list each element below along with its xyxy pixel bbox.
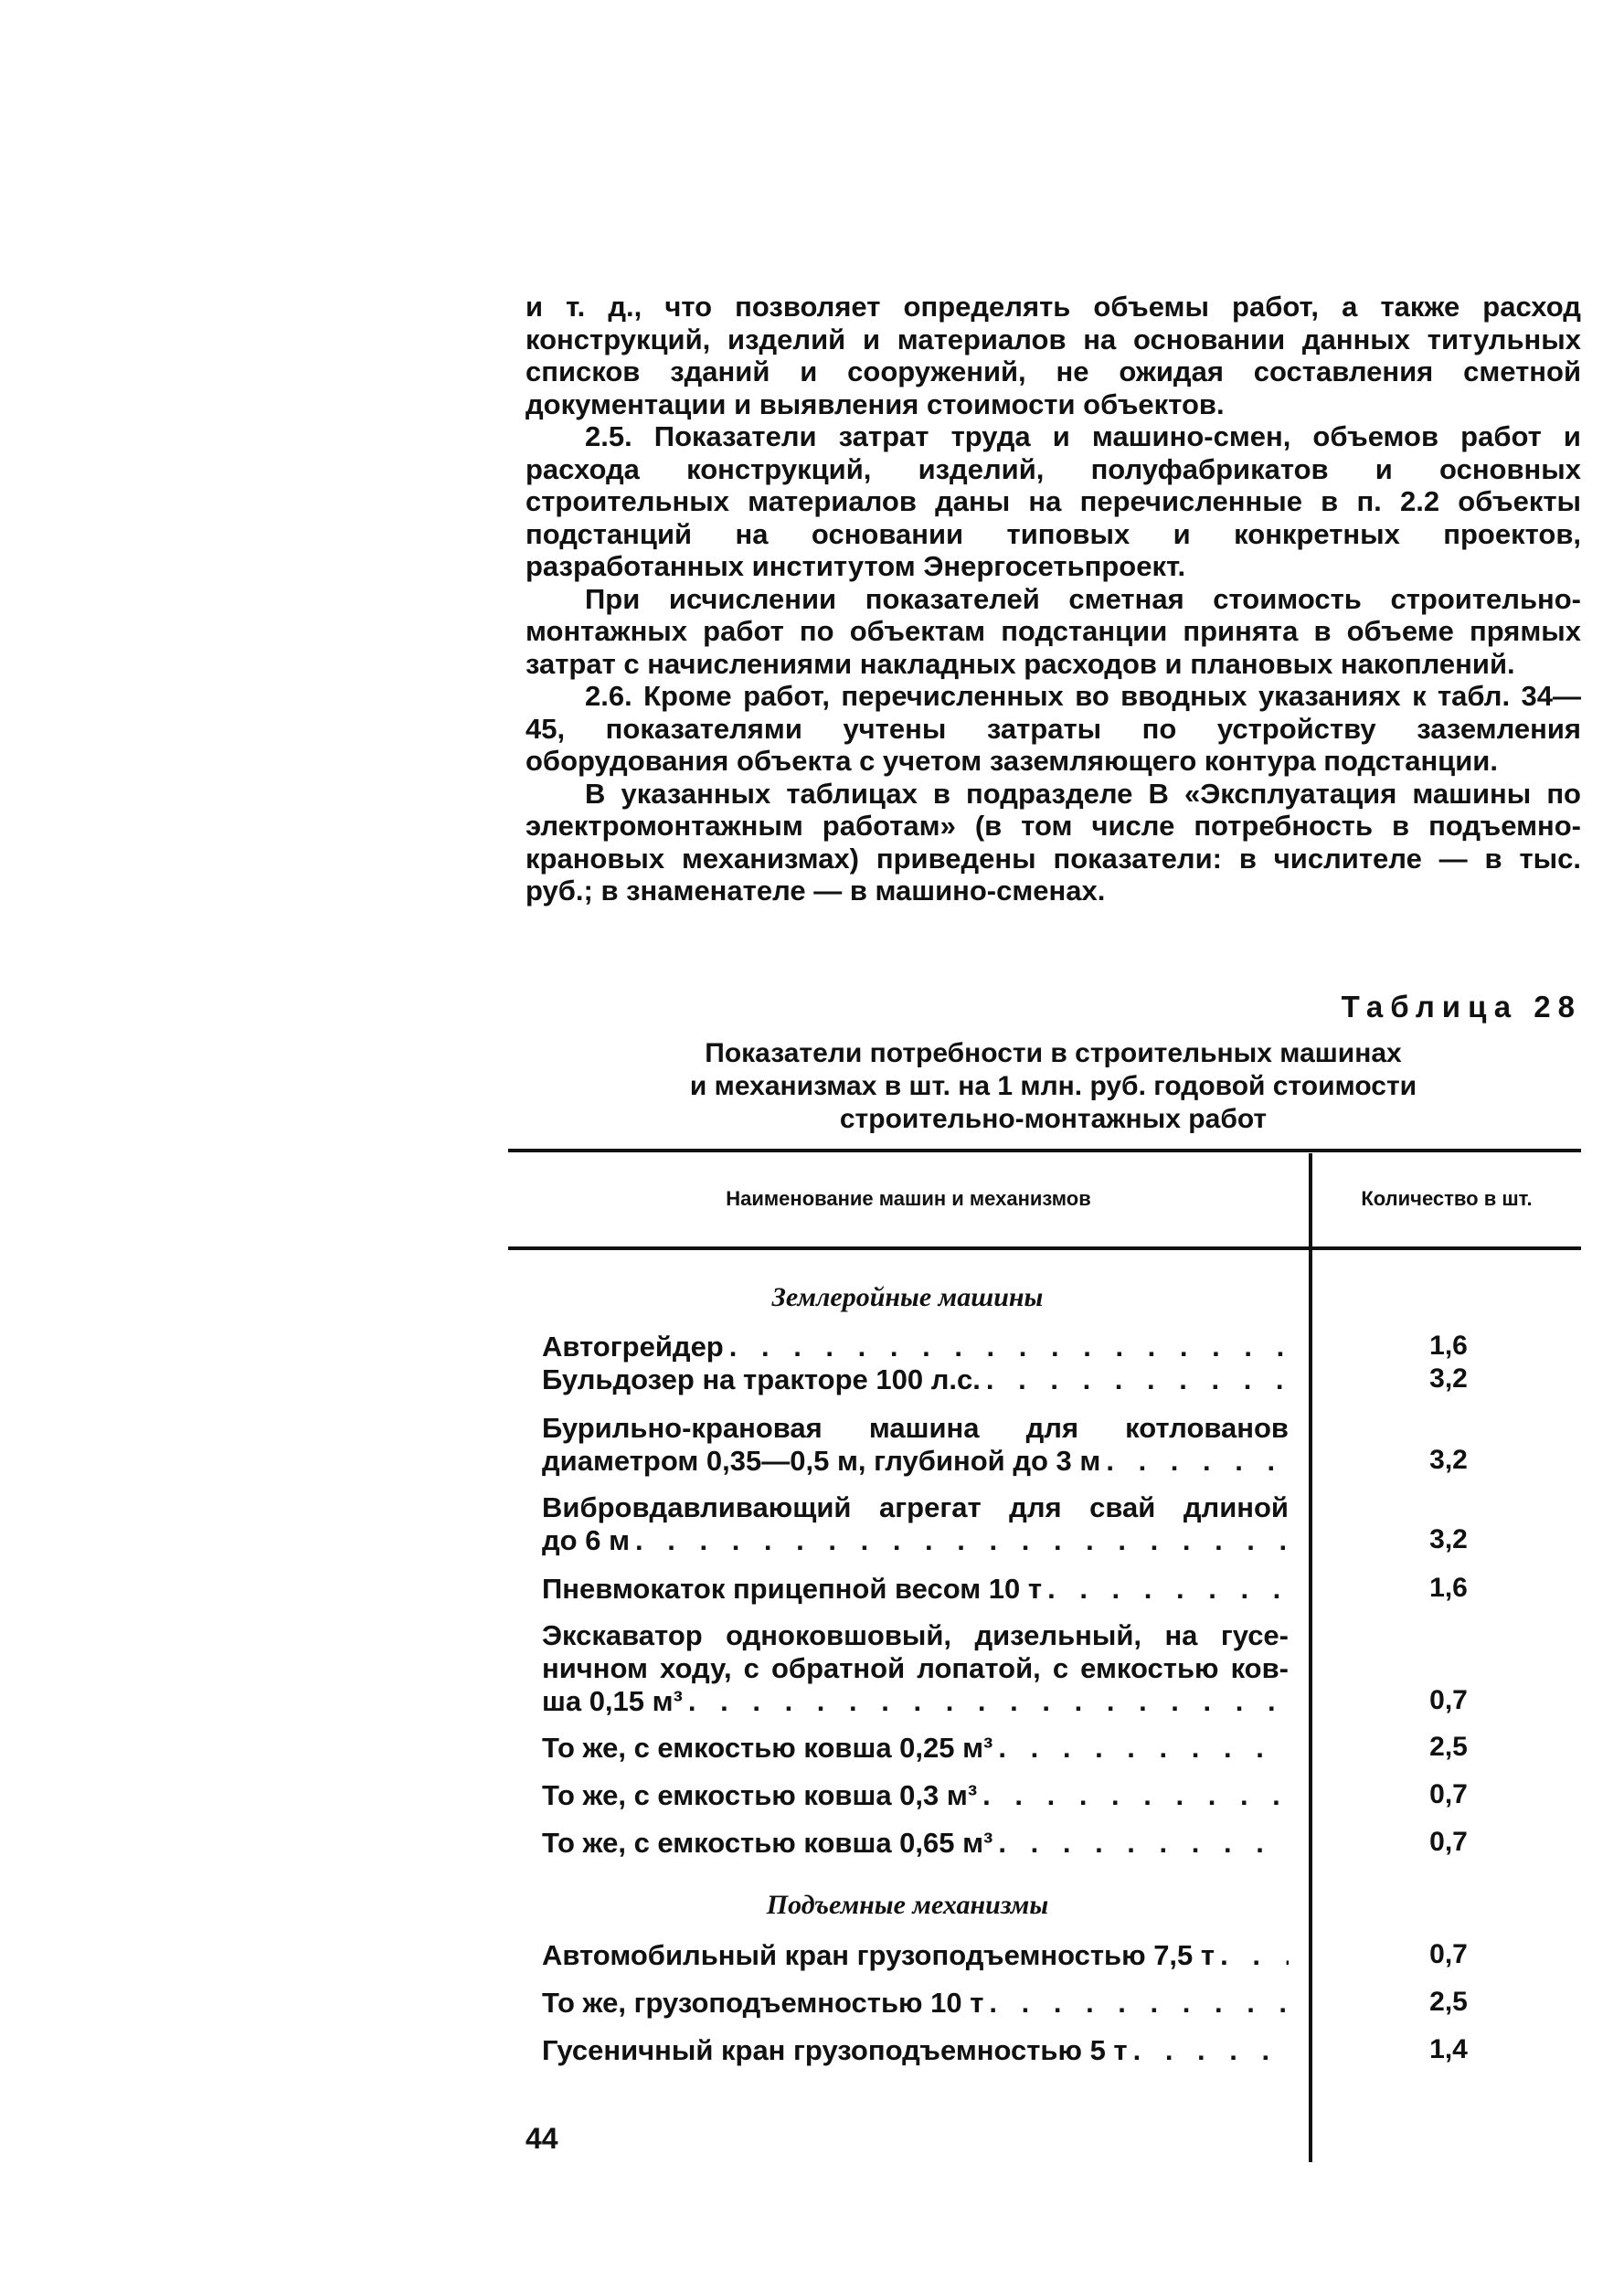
column-header-name: Наименование машин и механизмов <box>726 1187 1091 1210</box>
dot-leader <box>1215 1939 1289 1972</box>
row-text: ша 0,15 м³ <box>542 1685 683 1717</box>
row-text: То же, грузоподъемностью 10 т <box>542 1987 984 2019</box>
row-text: Бурильно-крановая машина для котлованов <box>542 1412 1289 1444</box>
row-text: Вибровдавливающий агрегат для свай длиной <box>542 1491 1289 1523</box>
row-text: диаметром 0,35—0,5 м, глубиной до 3 м <box>542 1445 1101 1477</box>
paragraph-1: и т. д., что позволяет определять объемы работ, а также расход конструкций, изделий и материалов на основании данных титульных списков зданий и сооружений, не ожидая составления сметной документации и выявления стоимости объектов. <box>525 291 1581 420</box>
paragraph-3: При исчислении показателей сметная стоимость строительно-монтажных работ по объектам подстанции принята в объеме прямых затрат с начислениями накладных расходов и плановых накоплений. <box>525 582 1581 680</box>
dot-leader <box>977 1779 1289 1812</box>
row-text: Гусеничный кран грузоподъемностью 5 т <box>542 2034 1128 2066</box>
dot-leader <box>683 1685 1289 1718</box>
row-quantity: 0,7 <box>1429 1827 1468 1857</box>
table-row <box>542 1412 1289 1478</box>
dot-leader <box>992 1732 1289 1765</box>
row-quantity: 0,7 <box>1429 1685 1468 1715</box>
row-quantity: 1,6 <box>1429 1573 1468 1603</box>
column-header-quantity: Количество в шт. <box>1361 1187 1533 1210</box>
row-quantity: 3,2 <box>1429 1445 1468 1475</box>
caption-line: и механизмах в шт. на 1 млн. руб. годовой стоимости <box>689 1071 1417 1101</box>
row-text: Пневмокаток прицепной весом 10 т <box>542 1573 1043 1605</box>
page-number: 44 <box>525 2122 558 2155</box>
row-text: Автомобильный кран грузоподъемностью 7,5 т <box>542 1939 1215 1971</box>
dot-leader <box>981 1363 1289 1396</box>
dot-leader <box>983 1987 1289 2020</box>
section-title: Подъемные механизмы <box>766 1890 1049 1920</box>
dot-leader <box>630 1524 1289 1557</box>
row-quantity: 1,6 <box>1429 1331 1468 1361</box>
row-quantity: 3,2 <box>1429 1363 1468 1394</box>
caption-line: строительно-монтажных работ <box>839 1104 1268 1134</box>
table-row <box>542 1939 1289 1972</box>
table-top-rule <box>508 1149 1581 1152</box>
body-text <box>525 291 1581 907</box>
row-text: Бульдозер на тракторе 100 л.с. <box>542 1363 981 1395</box>
row-quantity: 1,4 <box>1429 2034 1468 2064</box>
row-quantity: 0,7 <box>1429 1779 1468 1809</box>
row-quantity: 3,2 <box>1429 1524 1468 1554</box>
paragraph-2-5: 2.5. Показатели затрат труда и машино-смен, объемов работ и расхода конструкций, изделий, полуфабрикатов и основных строительных материалов даны на перечисленные в п. 2.2 объекты подстанций на основании типовых и конкретных проектов, разработанных институтом Энергосетьпроект. <box>525 420 1581 582</box>
section-title: Землеройные машины <box>771 1282 1044 1312</box>
table-row <box>542 1987 1289 2020</box>
dot-leader <box>724 1331 1289 1363</box>
table-row <box>542 2034 1289 2067</box>
paragraph-5: В указанных таблицах в подразделе В «Эксплуатация машины по электромонтажным работам» (в том числе потребность в подъемно-крановых механизмах) приведены показатели: в числителе — в тыс. руб.; в знаменателе — в машино-сменах. <box>525 777 1581 907</box>
table-row <box>542 1619 1289 1718</box>
row-quantity: 2,5 <box>1429 1732 1468 1762</box>
caption-line: Показатели потребности в строительных машинах <box>705 1038 1402 1068</box>
table-row <box>542 1827 1289 1860</box>
dot-leader <box>1128 2034 1289 2067</box>
row-text: Экскаватор одноковшовый, дизельный, на гусе- <box>542 1619 1289 1651</box>
row-text: Автогрейдер <box>542 1331 724 1363</box>
row-text: до 6 м <box>542 1524 631 1556</box>
row-text: То же, с емкостью ковша 0,65 м³ <box>542 1827 993 1859</box>
table-row <box>542 1573 1289 1606</box>
row-quantity: 2,5 <box>1429 1987 1468 2017</box>
row-text: То же, с емкостью ковша 0,25 м³ <box>542 1732 993 1764</box>
row-text: То же, с емкостью ковша 0,3 м³ <box>542 1779 978 1811</box>
table-header-rule <box>508 1246 1581 1250</box>
dot-leader <box>992 1827 1289 1860</box>
table-row <box>542 1779 1289 1812</box>
table-row <box>542 1331 1289 1363</box>
dot-leader <box>1042 1573 1289 1606</box>
table-number: Таблица 28 <box>1341 990 1582 1024</box>
paragraph-2-6: 2.6. Кроме работ, перечисленных во вводных указаниях к табл. 34—45, показателями учтены затраты по устройству заземления оборудования объекта с учетом заземляющего контура подстанции. <box>525 680 1581 777</box>
row-text: ничном ходу, с обратной лопатой, с емкостью ков- <box>542 1652 1289 1684</box>
table-row <box>542 1491 1289 1557</box>
table-caption <box>525 1037 1581 1136</box>
row-quantity: 0,7 <box>1429 1939 1468 1969</box>
dot-leader <box>1100 1445 1289 1478</box>
table-row <box>542 1363 1289 1396</box>
table-row <box>542 1732 1289 1765</box>
column-divider <box>1309 1153 1312 2162</box>
